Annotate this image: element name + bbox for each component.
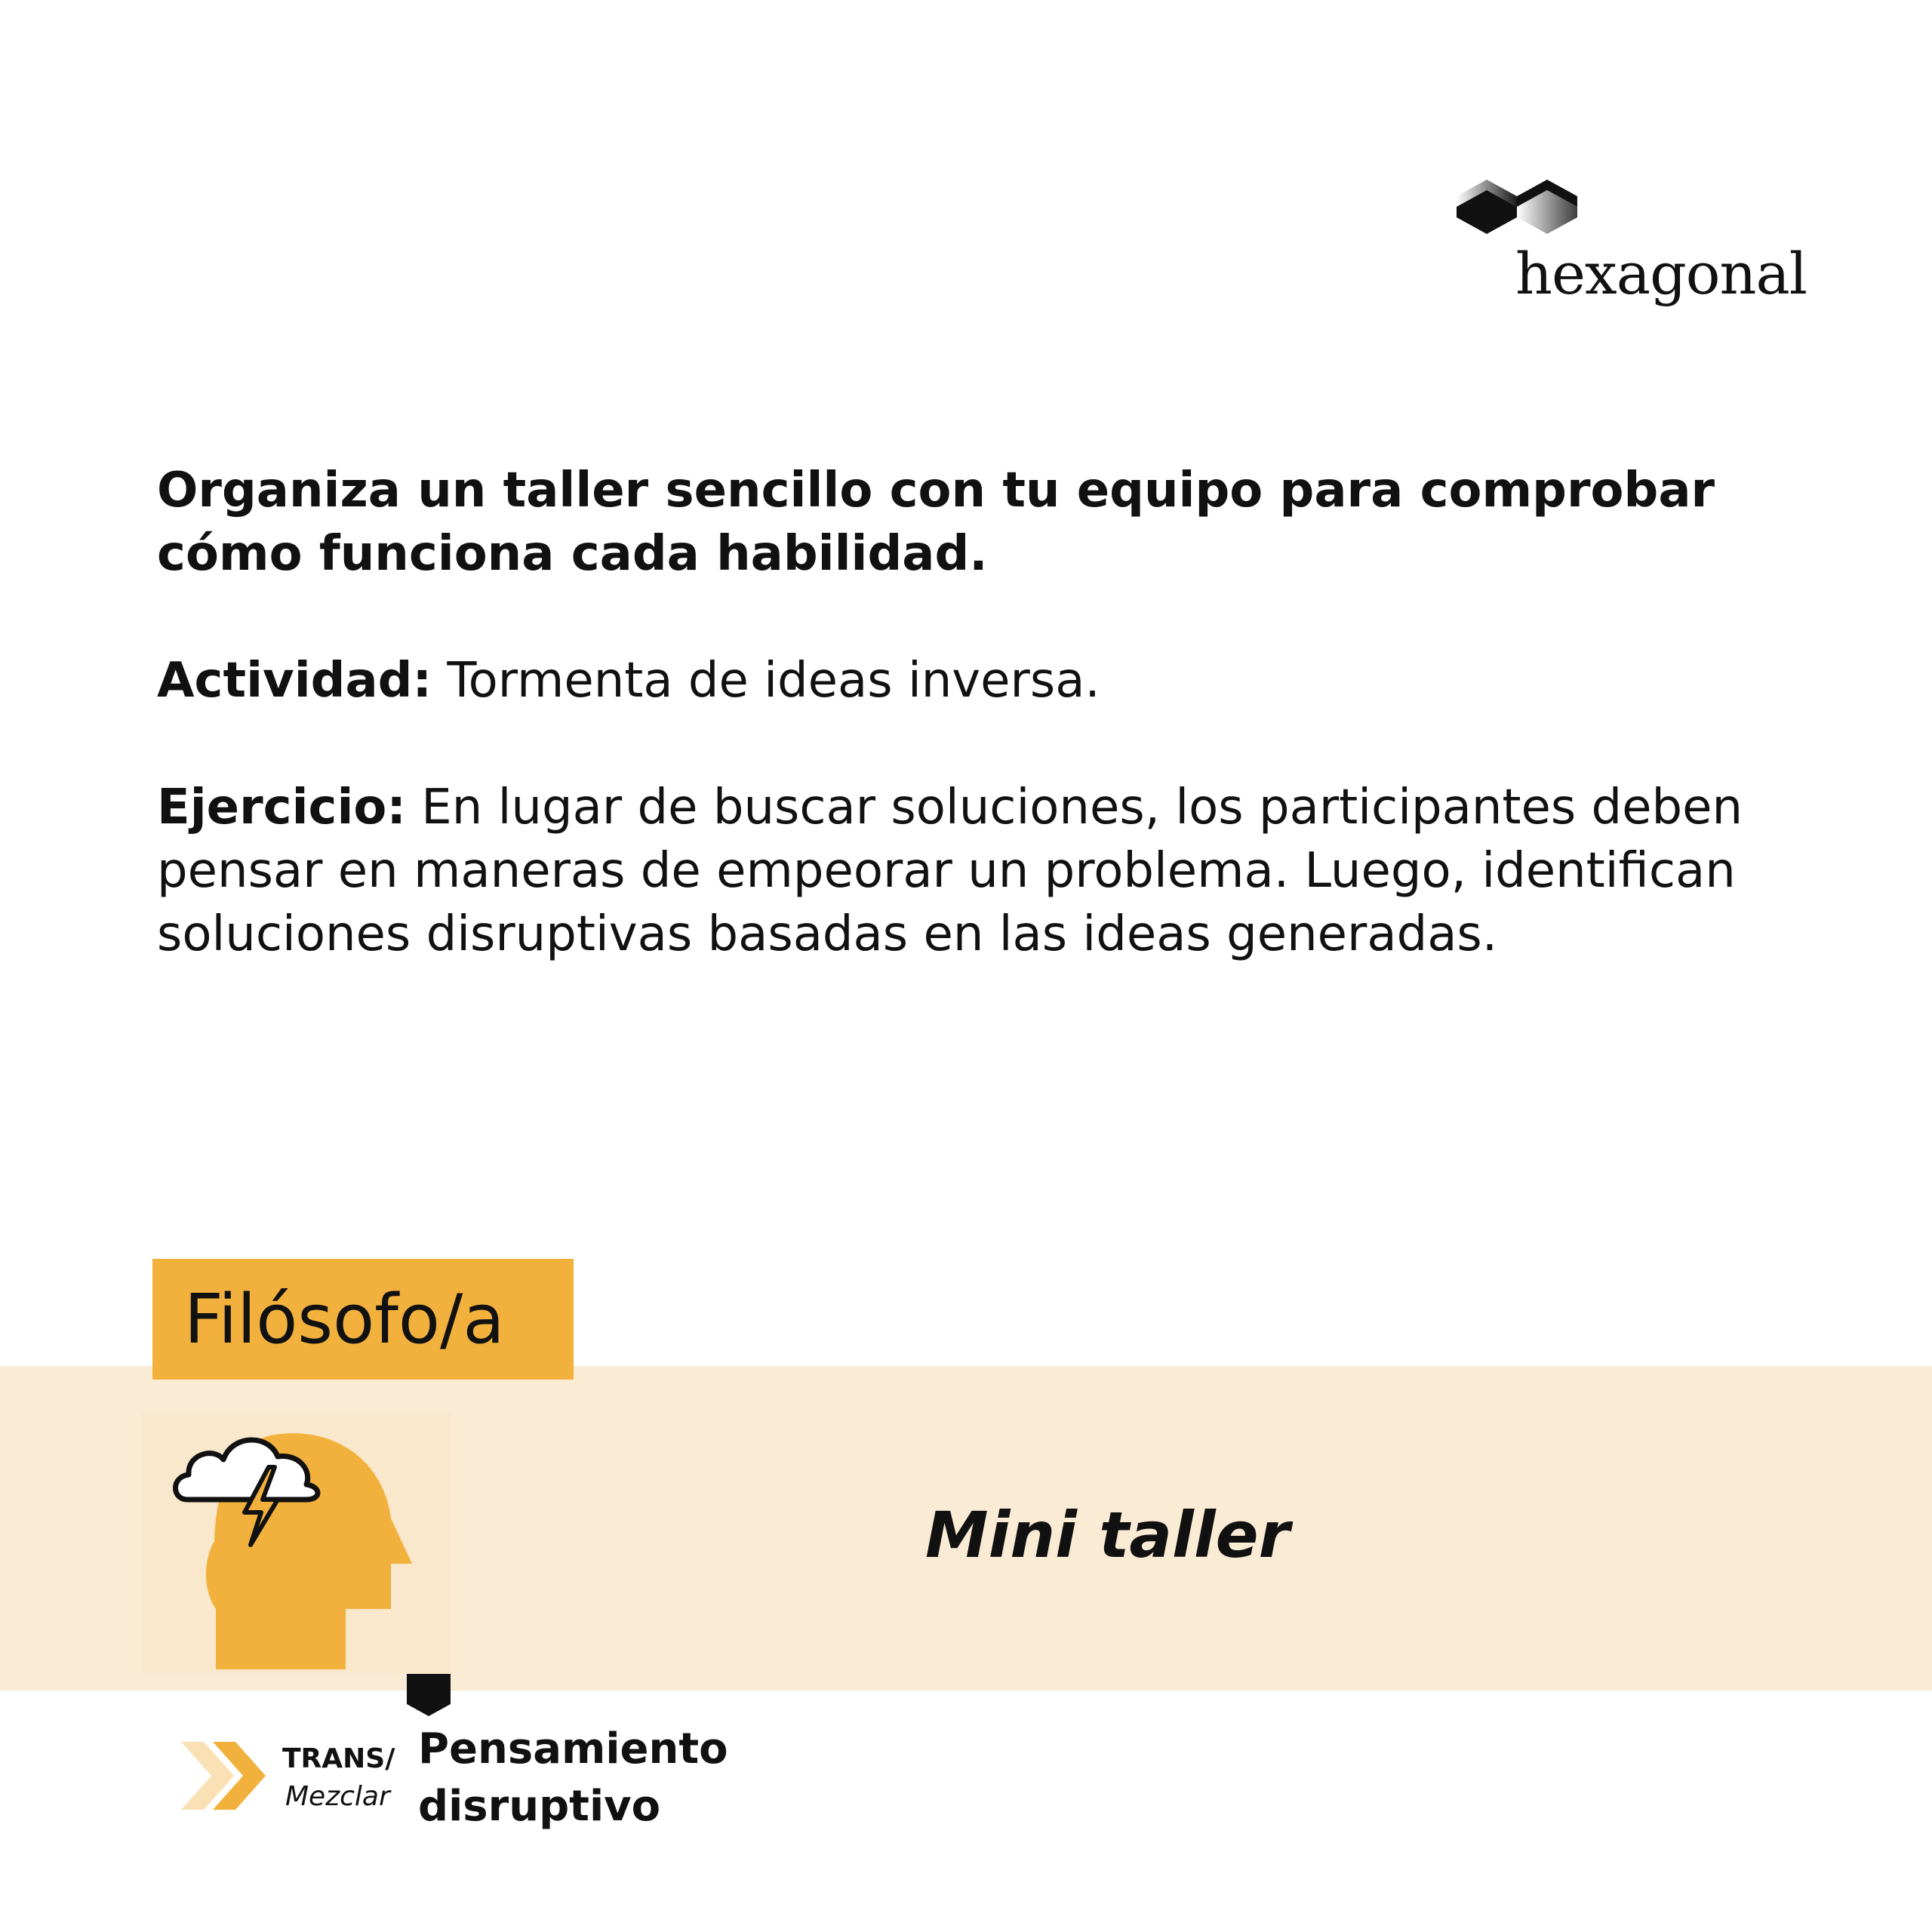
hexagon-logo-icon	[1457, 174, 1585, 242]
role-badge	[152, 1259, 574, 1380]
format-label: Mini taller	[925, 1498, 1291, 1572]
category-name: TRANS/	[282, 1743, 395, 1774]
skill-title: Pensamiento disruptivo	[418, 1724, 728, 1831]
activity-label: Actividad:	[157, 653, 432, 709]
brand-logo	[1457, 174, 1807, 317]
category-sub: Mezclar	[285, 1781, 390, 1812]
brand-name: hexagonal	[1515, 240, 1807, 307]
exercise-paragraph	[157, 776, 1817, 966]
head-storm-illustration	[142, 1413, 451, 1673]
exercise-text: En lugar de buscar soluciones, los participantes deben pensar en maneras de empeorar un problema. Luego, identifican soluciones disruptivas basadas en las ideas generadas.	[157, 780, 1743, 962]
activity-text: Tormenta de ideas inversa.	[447, 653, 1100, 709]
intro-heading: Organiza un taller sencillo con tu equipo para comprobar cómo funciona cada habilidad.	[157, 463, 1715, 582]
main-content	[157, 459, 1817, 966]
trans-x-icon	[181, 1742, 266, 1810]
head-storm-icon	[142, 1413, 451, 1673]
exercise-label: Ejercicio:	[157, 780, 406, 835]
role-label: Filósofo/a	[184, 1279, 505, 1359]
activity-paragraph	[157, 649, 1817, 712]
hexagon-marker-icon	[404, 1671, 454, 1718]
